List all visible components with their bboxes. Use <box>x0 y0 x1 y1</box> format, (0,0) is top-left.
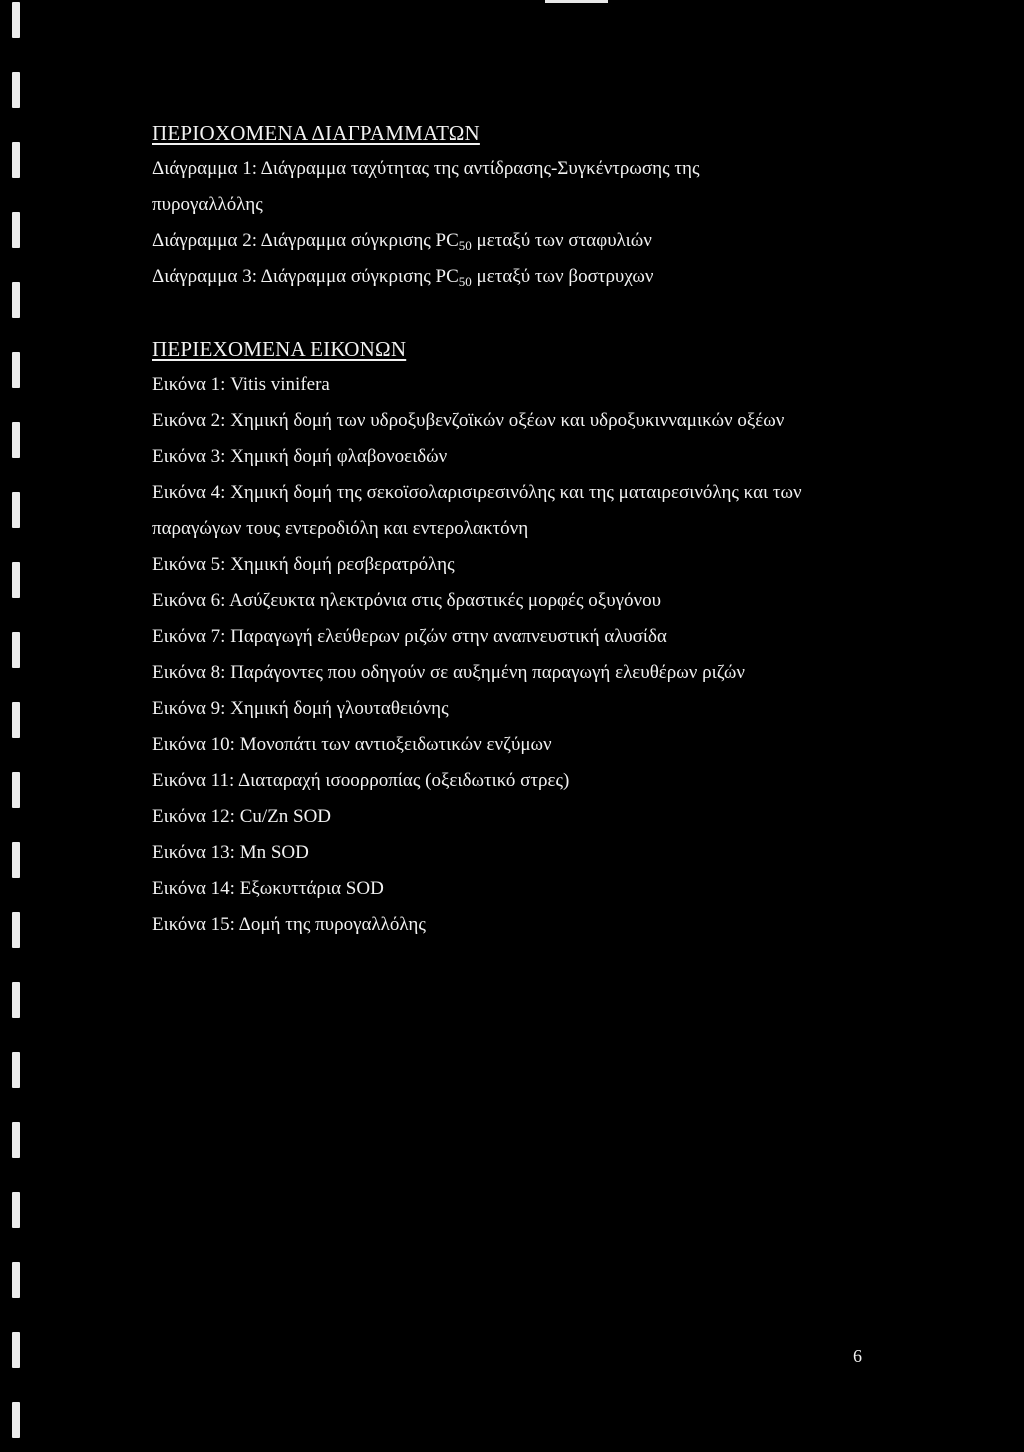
diagram-entry-1: Διάγραμμα 1: Διάγραμμα ταχύτητας της αντίδρασης-Συγκέντρωσης της <box>152 158 700 179</box>
diagram-entry-2-subscript: 50 <box>458 238 472 253</box>
diagram-entry-1-continuation: πυρογαλλόλης <box>152 194 263 215</box>
binding-mark <box>12 1192 20 1228</box>
figure-entry-15: Εικόνα 15: Δομή της πυρογαλλόλης <box>152 914 426 935</box>
diagram-entry-2 <box>152 223 972 259</box>
figure-entry-6: Εικόνα 6: Ασύζευκτα ηλεκτρόνια στις δραστικές μορφές οξυγόνου <box>152 590 662 611</box>
binding-mark <box>12 492 20 528</box>
binding-mark <box>12 912 20 948</box>
diagram-entry-2-text-after: μεταξύ των σταφυλιών <box>471 230 652 251</box>
figure-entry-9: Εικόνα 9: Χημική δομή γλουταθειόνης <box>152 698 449 719</box>
binding-mark <box>12 982 20 1018</box>
figure-entry-12: Εικόνα 12: Cu/Zn SOD <box>152 806 332 827</box>
binding-mark <box>12 72 20 108</box>
binding-mark <box>12 562 20 598</box>
binding-mark <box>12 1052 20 1088</box>
figure-entry-13: Εικόνα 13: Mn SOD <box>152 842 309 863</box>
binding-mark <box>12 632 20 668</box>
figure-entry-2: Εικόνα 2: Χημική δομή των υδροξυβενζοϊκών οξέων και υδροξυκινναμικών οξέων <box>152 410 785 431</box>
diagrams-heading: ΠΕΡΙΟΧΟΜΕΝΑ ΔΙΑΓΡΑΜΜΑΤΩΝ <box>152 121 480 145</box>
figure-entry-4: Εικόνα 4: Χημική δομή της σεκοϊσολαρισιρεσινόλης και της ματαιρεσινόλης και των <box>152 482 802 503</box>
figure-entry-5: Εικόνα 5: Χημική δομή ρεσβερατρόλης <box>152 554 455 575</box>
figure-entry-8: Εικόνα 8: Παράγοντες που οδηγούν σε αυξημένη παραγωγή ελευθέρων ριζών <box>152 662 745 683</box>
binding-mark <box>12 1402 20 1438</box>
scan-edge-mark <box>545 0 608 3</box>
figure-entry-1: Εικόνα 1: Vitis vinifera <box>152 374 330 395</box>
page-number: 6 <box>853 1346 862 1366</box>
binding-mark <box>12 142 20 178</box>
binding-mark <box>12 1332 20 1368</box>
diagram-entry-3-subscript: 50 <box>458 274 472 289</box>
diagram-entry-2-text: Διάγραμμα 2: Διάγραμμα σύγκρισης PC <box>152 230 459 251</box>
table-of-contents <box>152 115 972 943</box>
figure-entry-3: Εικόνα 3: Χημική δομή φλαβονοειδών <box>152 446 448 467</box>
binding-mark <box>12 702 20 738</box>
diagram-entry-3-text-after: μεταξύ των βοστρυχων <box>471 266 654 287</box>
figure-entry-7: Εικόνα 7: Παραγωγή ελεύθερων ριζών στην αναπνευστική αλυσίδα <box>152 626 667 647</box>
binding-mark <box>12 2 20 38</box>
binding-mark <box>12 212 20 248</box>
figure-entry-4-continuation: παραγώγων τους εντεροδιόλη και εντερολακτόνη <box>152 518 529 539</box>
figure-entry-10: Εικόνα 10: Μονοπάτι των αντιοξειδωτικών ενζύμων <box>152 734 552 755</box>
figure-entry-14: Εικόνα 14: Εξωκυττάρια SOD <box>152 878 384 899</box>
figures-heading: ΠΕΡΙΕΧΟΜΕΝΑ ΕΙΚΟΝΩΝ <box>152 337 407 361</box>
diagram-entry-3 <box>152 259 972 295</box>
figure-entry-11: Εικόνα 11: Διαταραχή ισοορροπίας (οξειδωτικό στρες) <box>152 770 570 791</box>
binding-mark <box>12 352 20 388</box>
section-spacer <box>152 295 972 331</box>
diagram-entry-3-text: Διάγραμμα 3: Διάγραμμα σύγκρισης PC <box>152 266 459 287</box>
binding-mark <box>12 422 20 458</box>
binding-mark <box>12 842 20 878</box>
binding-mark <box>12 1122 20 1158</box>
binding-mark <box>12 1262 20 1298</box>
binding-mark <box>12 282 20 318</box>
binding-mark <box>12 772 20 808</box>
